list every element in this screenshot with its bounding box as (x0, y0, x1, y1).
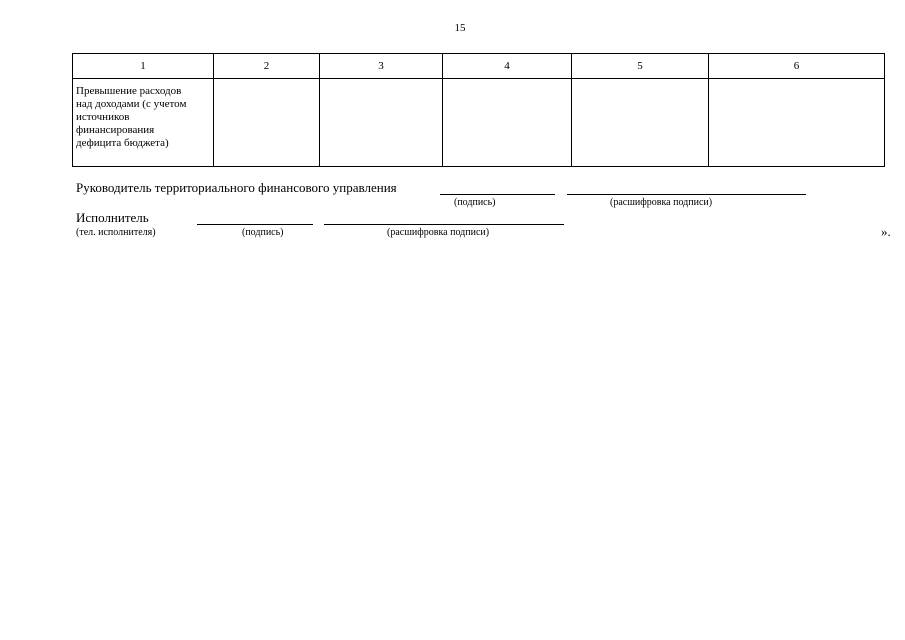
closing-mark: ». (881, 224, 891, 239)
executor-signature-line (197, 224, 313, 225)
table-row (73, 79, 885, 167)
head-decoding-line (567, 194, 806, 195)
row-label-line: источников (76, 111, 130, 123)
table-cell (214, 79, 320, 167)
table-cell (709, 79, 885, 167)
column-header-1: 1 (73, 54, 214, 79)
column-header-2: 2 (214, 54, 320, 79)
column-header-3: 3 (320, 54, 443, 79)
table-cell (572, 79, 709, 167)
row-label-line: Превышение расходов (76, 85, 182, 97)
table-header-row (73, 54, 885, 79)
table-cell (320, 79, 443, 167)
executor-label: Исполнитель (76, 210, 149, 225)
row-label-cell (73, 79, 214, 167)
head-label: Руководитель территориального финансового управления (76, 180, 397, 195)
executor-phone-caption: (тел. исполнителя) (76, 227, 156, 238)
head-signature-line (440, 194, 555, 195)
column-header-5: 5 (572, 54, 709, 79)
row-label-line: над доходами (с учетом (76, 98, 187, 110)
row-label-line: финансирования (76, 124, 155, 136)
head-decoding-caption: (расшифровка подписи) (610, 197, 713, 208)
column-header-4: 4 (443, 54, 572, 79)
column-header-6: 6 (709, 54, 885, 79)
executor-decoding-caption: (расшифровка подписи) (387, 227, 490, 238)
head-signature-caption: (подпись) (454, 197, 496, 208)
executor-decoding-line (324, 224, 564, 225)
executor-signature-caption: (подпись) (242, 227, 284, 238)
page-number: 15 (454, 22, 466, 34)
report-table (72, 53, 885, 167)
table-cell (443, 79, 572, 167)
row-label-line: дефицита бюджета) (76, 137, 169, 149)
